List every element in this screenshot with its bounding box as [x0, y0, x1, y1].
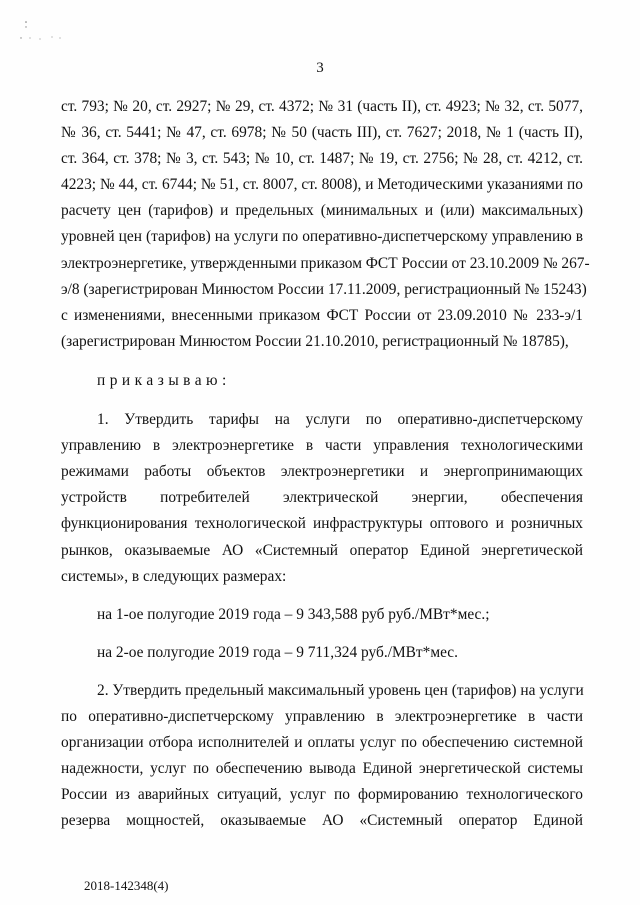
order-heading: приказываю: [97, 371, 231, 389]
text-line: уровней цен (тарифов) на услуги по оперативно-диспетчерскому управлению в [61, 228, 583, 246]
text-line: электроэнергетике, утвержденными приказом ФСТ России от 23.10.2009 № 267- [61, 254, 590, 272]
text-line: управлению в электроэнергетике в части управления технологическими [61, 437, 583, 455]
text-line: ст. 364, ст. 378; № 3, ст. 543; № 10, ст. 1487; № 19, ст. 2756; № 28, ст. 4212, ст. [61, 150, 583, 168]
text-line: функционирования технологической инфраструктуры оптового и розничных [61, 515, 583, 533]
text-line: № 36, ст. 5441; № 47, ст. 6978; № 50 (часть III), ст. 7627; 2018, № 1 (часть II), [61, 124, 583, 142]
text-line: режимами работы объектов электроэнергетики и энергопринимающих [61, 463, 583, 481]
text-line: э/8 (зарегистрирован Минюстом России 17.11.2009, регистрационный № 15243) [61, 280, 587, 298]
text-line: с изменениями, внесенными приказом ФСТ России от 23.09.2010 № 233-э/1 [61, 306, 583, 324]
text-line: 4223; № 44, ст. 6744; № 51, ст. 8007, ст. 8008), и Методическими указаниями по [61, 176, 583, 194]
text-line: рынков, оказываемые АО «Системный оператор Единой энергетической [61, 541, 583, 559]
document-body [61, 94, 590, 834]
text-line: системы», в следующих размерах: [61, 567, 287, 585]
text-line: расчету цен (тарифов) и предельных (минимальных и (или) максимальных) [61, 202, 583, 220]
tariff-first-half: на 1-ое полугодие 2019 года – 9 343,588 руб руб./МВт*мес.; [97, 605, 490, 623]
scan-noise-marks [16, 18, 76, 48]
document-registration-code: 2018-142348(4) [84, 878, 169, 893]
tariff-second-half: на 2-ое полугодие 2019 года – 9 711,324 руб./МВт*мес. [97, 643, 458, 661]
page-number: 3 [316, 60, 324, 76]
order-item-2 [61, 678, 583, 835]
text-line: (зарегистрирован Минюстом России 21.10.2010, регистрационный № 18785), [61, 332, 569, 350]
text-line: 2. Утвердить предельный максимальный уровень цен (тарифов) на услуги [97, 681, 584, 699]
text-line: 1. Утвердить тарифы на услуги по оперативно-диспетчерскому [97, 411, 583, 429]
text-line: ст. 793; № 20, ст. 2927; № 29, ст. 4372; № 31 (часть II), ст. 4923; № 32, ст. 5077, [61, 98, 583, 115]
text-line: по оперативно-диспетчерскому управлению в электроэнергетике в части [61, 707, 583, 725]
text-line: резерва мощностей, оказываемые АО «Системный оператор Единой [61, 812, 583, 830]
text-line: надежности, услуг по обеспечению вывода Единой энергетической системы [61, 760, 583, 778]
text-line: устройств потребителей электрической энергии, обеспечения [61, 489, 583, 507]
paragraph-legal-references [61, 94, 590, 355]
order-item-1 [61, 407, 583, 590]
text-line: России из аварийных ситуаций, услуг по формированию технологического [61, 786, 583, 804]
text-line: организации отбора исполнителей и оплаты услуг по обеспечению системной [61, 734, 583, 752]
